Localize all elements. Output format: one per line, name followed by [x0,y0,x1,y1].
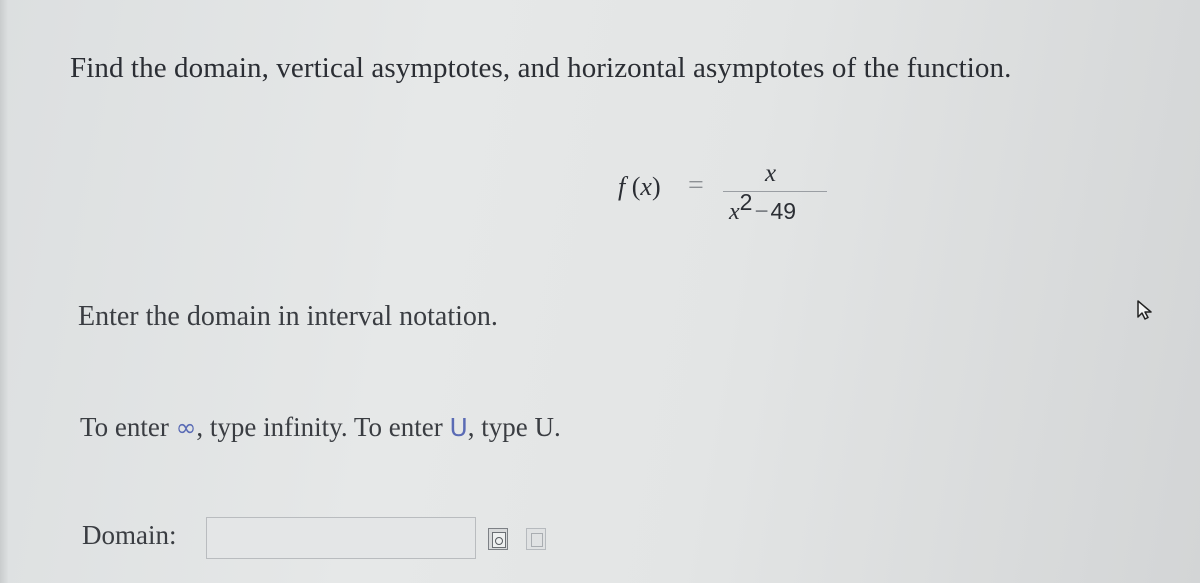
fraction-numerator: x [765,160,777,187]
hint-text-2: , type infinity. To enter [196,412,450,442]
formula-lhs: f (x) [618,172,661,201]
denominator-constant: 49 [770,198,797,224]
domain-label: Domain: [82,520,177,550]
domain-input[interactable] [206,517,476,559]
fraction-denominator [729,189,797,226]
union-symbol: U [449,413,468,442]
entry-hint [80,412,561,443]
hint-text-3: , type U. [467,412,561,442]
denominator-operator: − [754,198,769,225]
fraction-bar [723,191,827,192]
infinity-symbol: ∞ [175,413,197,442]
domain-instruction: Enter the domain in interval notation. [78,301,498,332]
page-edge [0,0,8,583]
function-name: f [618,172,626,201]
help-icon[interactable] [526,528,546,550]
equals-sign: = [688,170,704,201]
function-formula [618,160,838,240]
hint-text-1: To enter [80,412,176,442]
question-text: Find the domain, vertical asymptotes, and horizontal asymptotes of the function. [70,52,1012,84]
denominator-variable: x [729,199,740,225]
preview-icon[interactable] [488,528,508,550]
function-variable: x [640,172,652,201]
denominator-exponent: 2 [739,189,753,215]
mouse-cursor-icon [1132,298,1156,322]
